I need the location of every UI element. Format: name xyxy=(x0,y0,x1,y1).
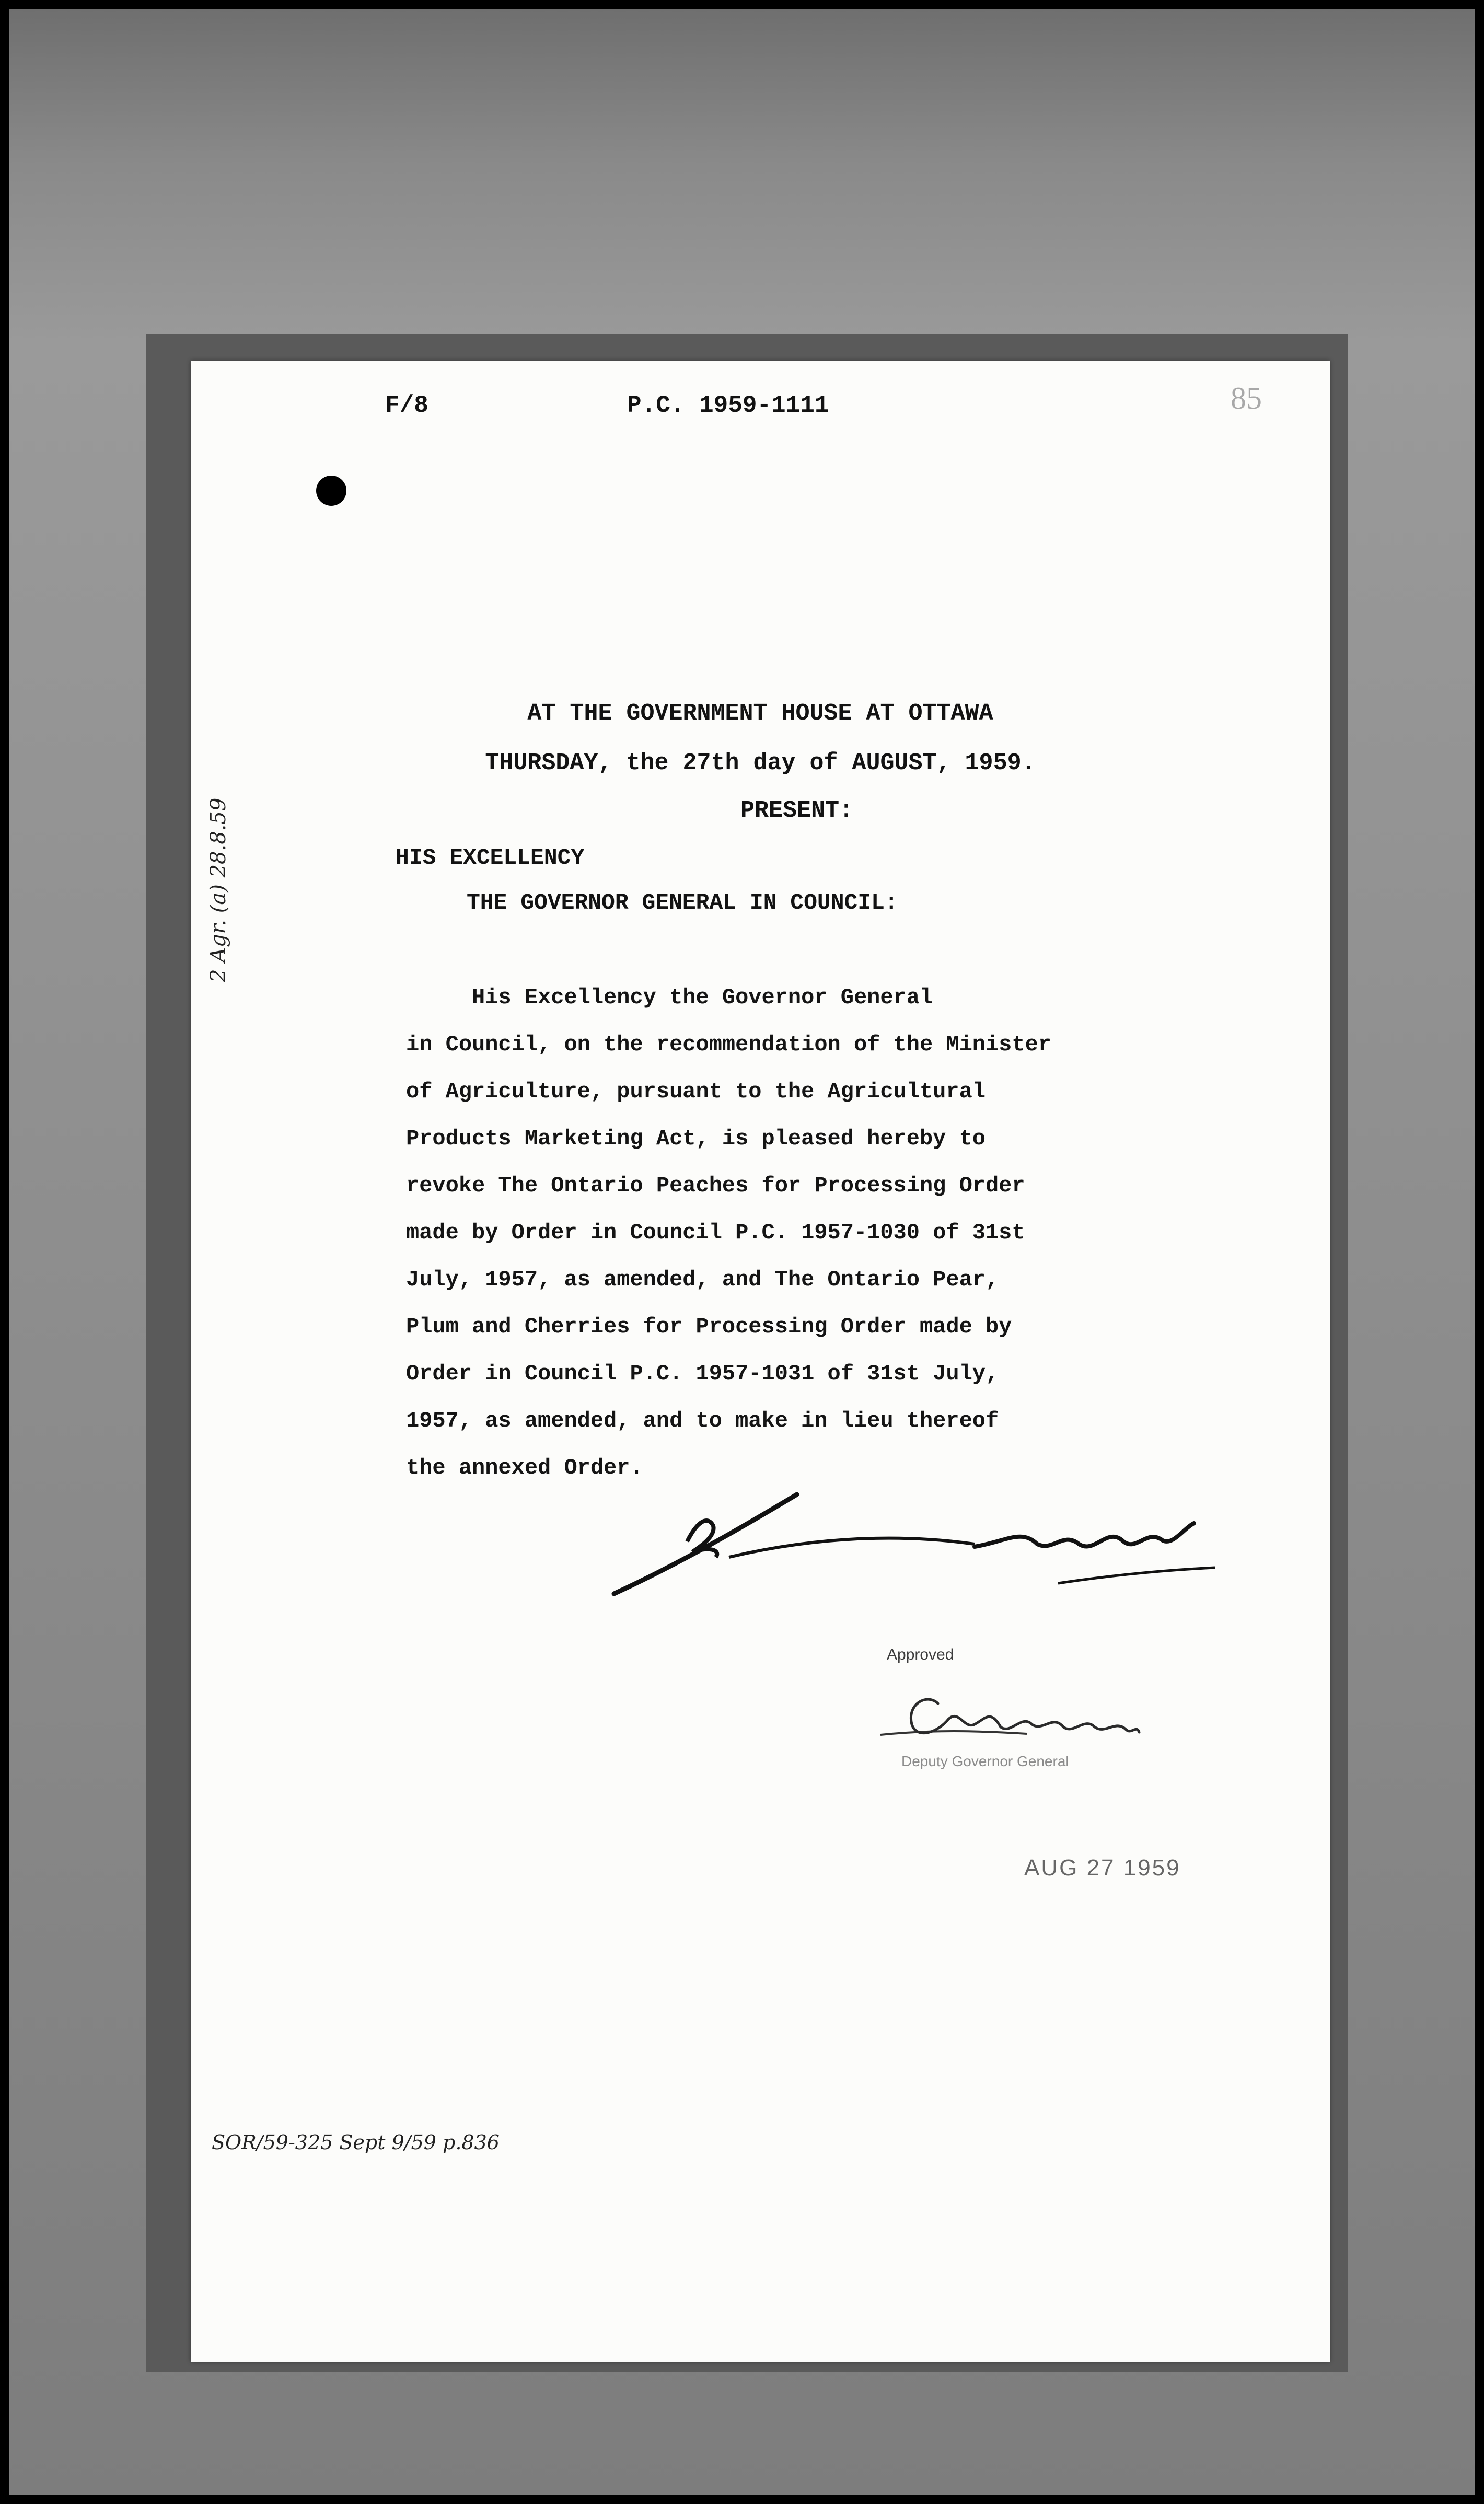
body-line: July, 1957, as amended, and The Ontario Pear, xyxy=(406,1267,999,1292)
body-line: Products Marketing Act, is pleased hereby to xyxy=(406,1126,986,1151)
pc-number: P.C. 1959-1111 xyxy=(627,392,829,419)
approved-label: Approved xyxy=(887,1646,954,1663)
body-line: His Excellency the Governor General xyxy=(406,985,933,1010)
margin-note: 2 Agr. (a) 28.8.59 xyxy=(206,797,230,982)
bottom-note: SOR/59-325 Sept 9/59 p.836 xyxy=(212,2131,500,2154)
body-line: Order in Council P.C. 1957-1031 of 31st July, xyxy=(406,1361,999,1386)
page-number: 85 xyxy=(1231,381,1262,415)
address-line-2: THE GOVERNOR GENERAL IN COUNCIL: xyxy=(467,890,898,915)
document-page xyxy=(191,361,1330,2362)
deputy-governor-title: Deputy Governor General xyxy=(901,1753,1069,1769)
body-line: revoke The Ontario Peaches for Processing Order xyxy=(406,1173,1025,1198)
deputy-governor-signature xyxy=(870,1683,1194,1756)
body-line: the annexed Order. xyxy=(406,1455,643,1480)
file-code: F/8 xyxy=(385,392,428,419)
body-line: in Council, on the recommendation of the Minister xyxy=(406,1032,1052,1057)
heading-present: PRESENT: xyxy=(740,797,854,824)
address-line-1: HIS EXCELLENCY xyxy=(396,845,585,871)
approval-date-stamp: AUG 27 1959 xyxy=(1024,1855,1181,1881)
minister-signature xyxy=(609,1479,1267,1604)
heading-location: AT THE GOVERNMENT HOUSE AT OTTAWA xyxy=(527,700,993,727)
punch-hole xyxy=(316,476,346,506)
heading-date: THURSDAY, the 27th day of AUGUST, 1959. xyxy=(485,750,1036,776)
body-line: 1957, as amended, and to make in lieu thereof xyxy=(406,1408,999,1433)
body-line: made by Order in Council P.C. 1957-1030 of 31st xyxy=(406,1220,1025,1245)
body-line: of Agriculture, pursuant to the Agricultural xyxy=(406,1079,986,1104)
body-line: Plum and Cherries for Processing Order made by xyxy=(406,1314,1012,1339)
